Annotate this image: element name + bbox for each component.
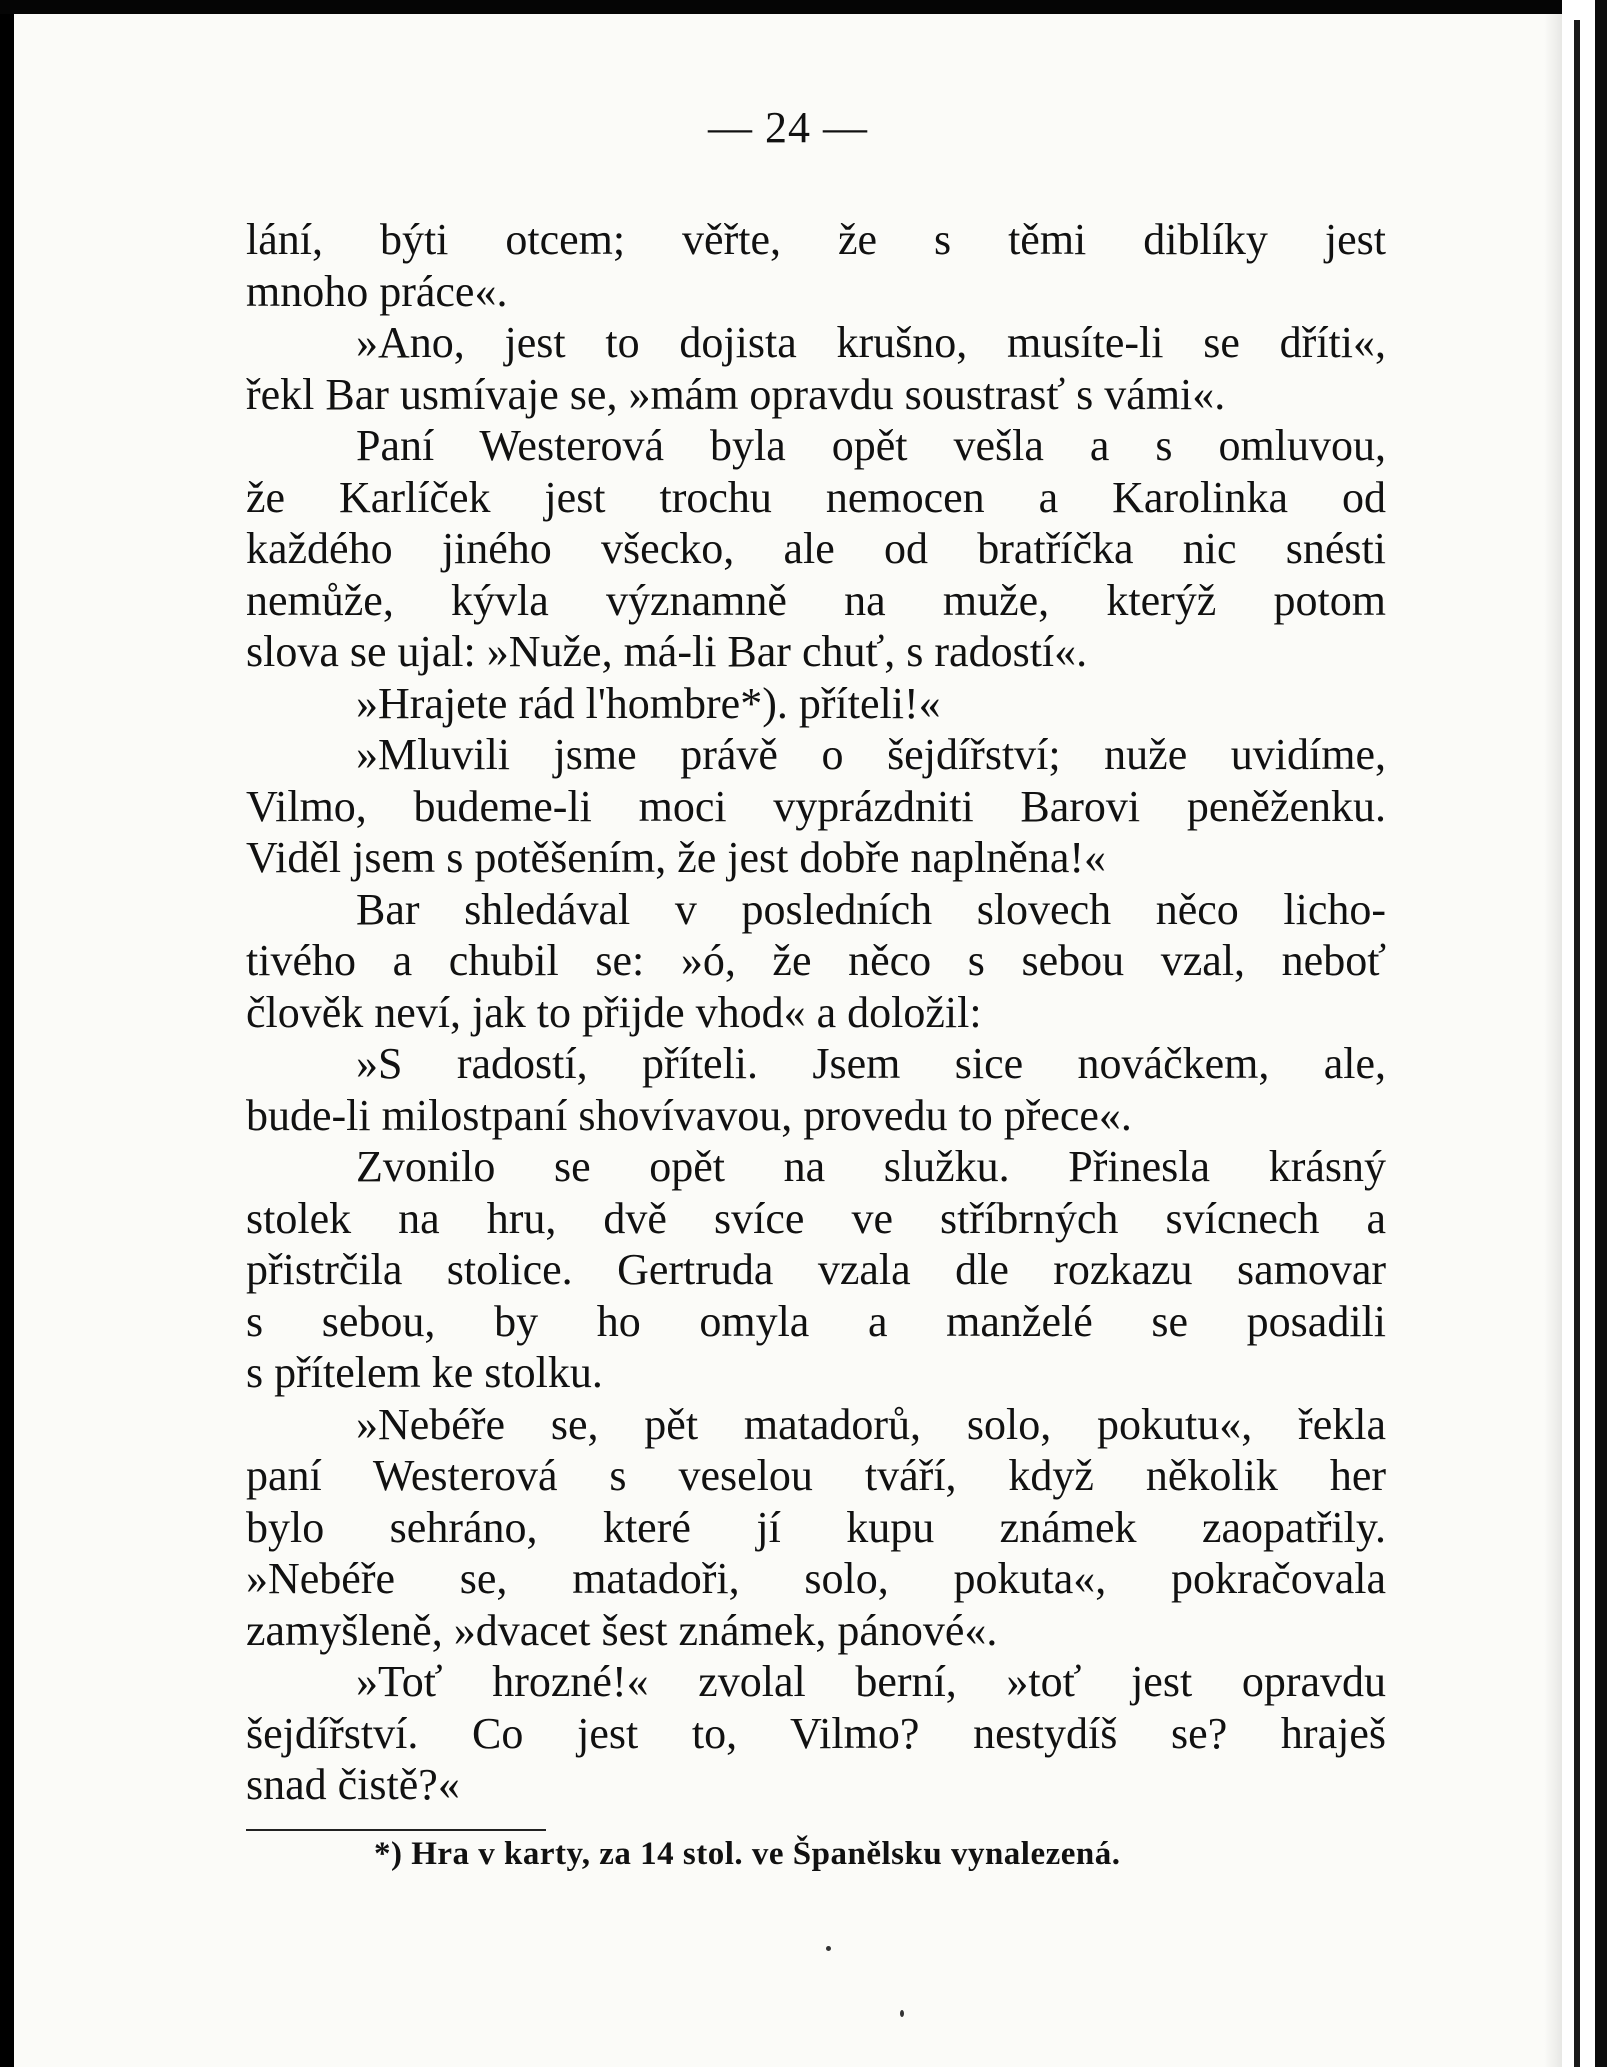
text-line: nemůže, kývla významně na muže, kterýž potom bbox=[246, 575, 1386, 625]
page-number: — 24 — bbox=[708, 103, 868, 152]
text-line: slova se ujal: »Nuže, má-li Bar chuť, s radostí«. bbox=[246, 627, 1088, 676]
text-line: tivého a chubil se: »ó, že něco s sebou vzal, neboť bbox=[246, 936, 1386, 985]
text-line: přistrčila stolice. Gertruda vzala dle rozkazu samovar bbox=[246, 1245, 1386, 1294]
ink-speck bbox=[900, 2010, 904, 2017]
ink-speck bbox=[826, 1946, 831, 1951]
text-line: »Nebéře se, pět matadorů, solo, pokutu«, řekla bbox=[356, 1399, 1386, 1449]
text-line: »Hrajete rád l'hombre*). příteli!« bbox=[356, 678, 941, 728]
text-line: »Mluvili jsme právě o šejdířství; nuže uvidíme, bbox=[356, 730, 1386, 779]
text-line: bylo sehráno, které jí kupu známek zaopatřily. bbox=[246, 1502, 1386, 1552]
page-edge-shadow bbox=[1544, 14, 1562, 2067]
body-text bbox=[246, 214, 1386, 1811]
binding-shadow bbox=[1595, 0, 1607, 2067]
text-line: Viděl jsem s potěšením, že jest dobře naplněna!« bbox=[246, 833, 1106, 882]
text-line: s sebou, by ho omyla a manželé se posadili bbox=[246, 1296, 1386, 1346]
text-line: s přítelem ke stolku. bbox=[246, 1348, 603, 1397]
text-line: každého jiného všecko, ale od bratříčka nic snésti bbox=[246, 524, 1386, 573]
text-line: mnoho práce«. bbox=[246, 266, 508, 316]
text-line: Paní Westerová byla opět vešla a s omluvou, bbox=[356, 421, 1386, 470]
text-line: šejdířství. Co jest to, Vilmo? nestydíš se? hraješ bbox=[246, 1708, 1386, 1758]
footnote-rule bbox=[246, 1829, 546, 1831]
text-line: Zvonilo se opět na služku. Přinesla krásný bbox=[356, 1142, 1386, 1191]
text-line: bude-li milostpaní shovívavou, provedu to přece«. bbox=[246, 1090, 1132, 1140]
text-line: snad čistě?« bbox=[246, 1760, 460, 1809]
text-line: lání, býti otcem; věřte, že s těmi diblíky jest bbox=[246, 215, 1386, 264]
text-line: řekl Bar usmívaje se, »mám opravdu soustrasť s vámi«. bbox=[246, 369, 1226, 419]
text-line: Vilmo, budeme-li moci vyprázdniti Barovi peněženku. bbox=[246, 781, 1386, 831]
text-line: »S radostí, příteli. Jsem sice nováčkem, ale, bbox=[356, 1039, 1386, 1088]
text-line: člověk neví, jak to přijde vhod« a doložil: bbox=[246, 987, 982, 1037]
text-line: zamyšleně, »dvacet šest známek, pánové«. bbox=[246, 1605, 998, 1655]
binding-fold-line bbox=[1574, 20, 1580, 2067]
scan-border-top bbox=[0, 0, 1607, 14]
text-line: »Ano, jest to dojista krušno, musíte-li se dříti«, bbox=[356, 318, 1386, 367]
text-line: »Nebéře se, matadoři, solo, pokuta«, pokračovala bbox=[246, 1554, 1386, 1603]
text-line: paní Westerová s veselou tváří, když několik her bbox=[246, 1451, 1386, 1500]
text-line: Bar shledával v posledních slovech něco licho- bbox=[356, 884, 1386, 934]
text-line: že Karlíček jest trochu nemocen a Karolinka od bbox=[246, 472, 1386, 522]
text-line: stolek na hru, dvě svíce ve stříbrných svícnech a bbox=[246, 1193, 1386, 1243]
text-line: »Toť hrozné!« zvolal berní, »toť jest opravdu bbox=[356, 1657, 1386, 1706]
book-page bbox=[14, 14, 1562, 2067]
footnote: *) Hra v karty, za 14 stol. ve Španělsku vynalezená. bbox=[374, 1836, 1121, 1872]
